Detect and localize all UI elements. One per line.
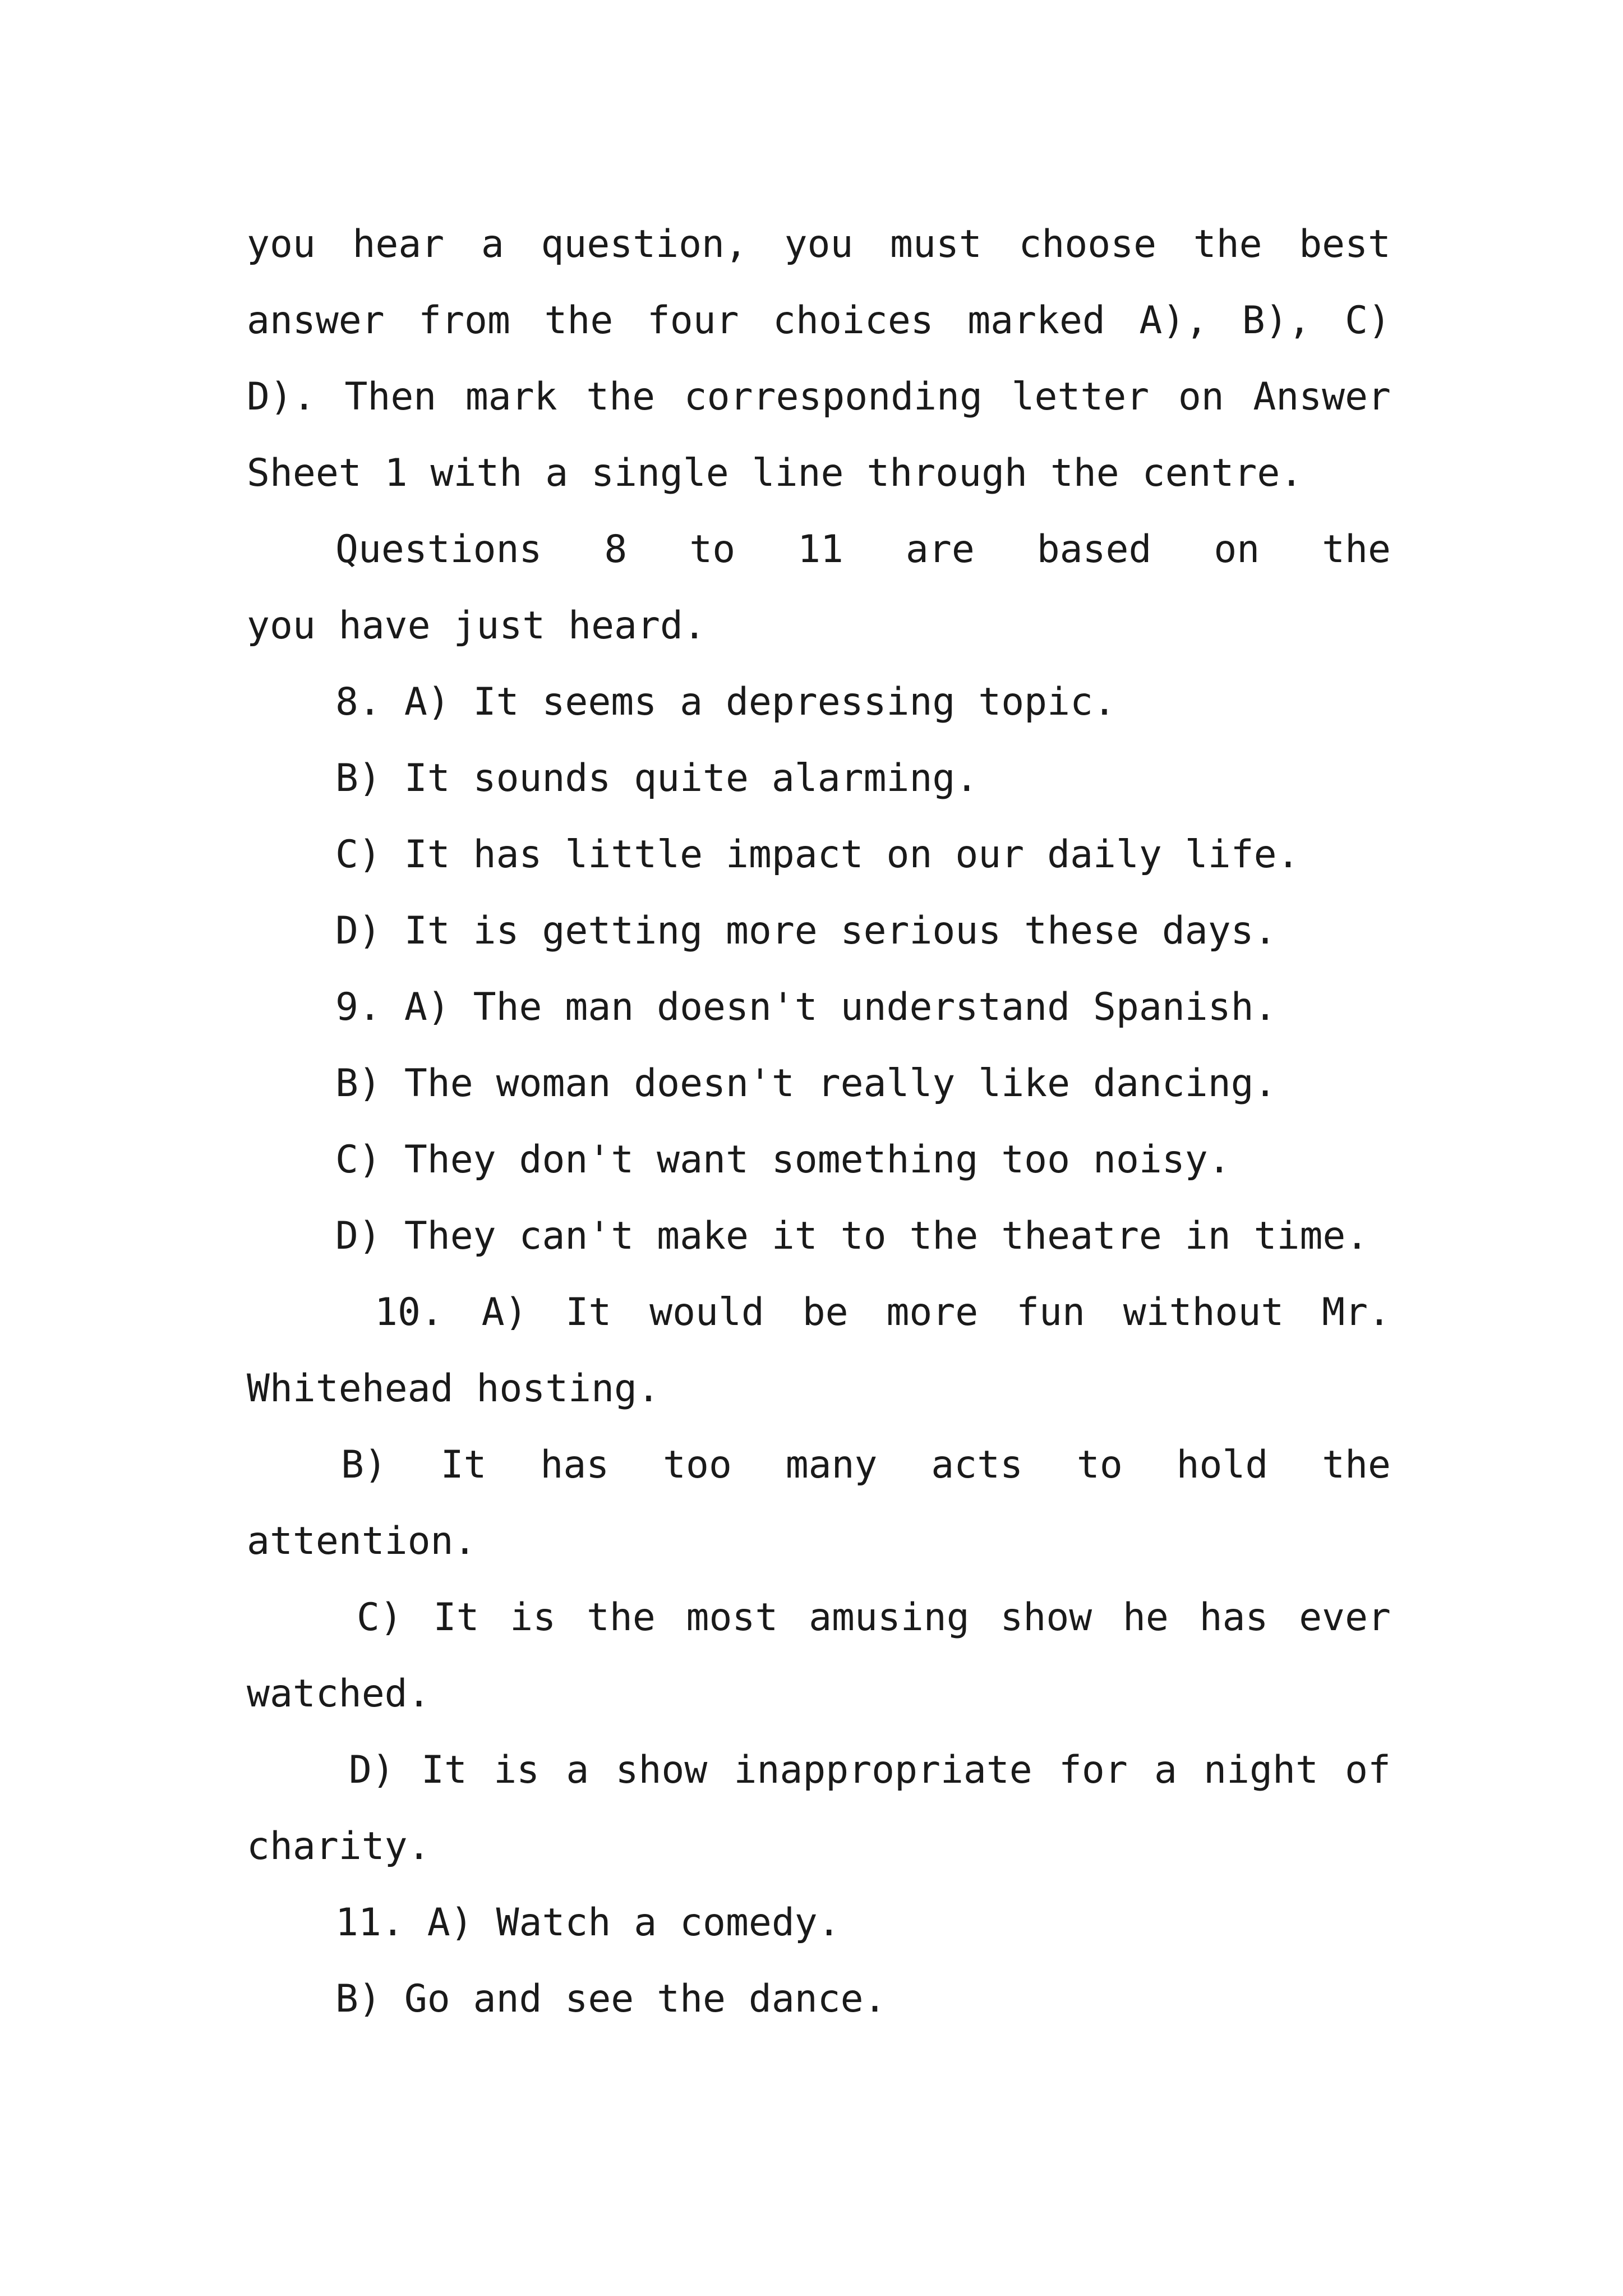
section-heading-line-1: Questions 8 to 11 are based on the — [335, 527, 1391, 572]
q10-option-d-line-1: D) It is a show inappropriate for a night of — [349, 1748, 1391, 1792]
q8-option-b: B) It sounds quite alarming. — [335, 756, 979, 800]
q10-option-c-line-2: watched. — [247, 1672, 431, 1716]
q10-option-b-line-2: attention. — [247, 1519, 477, 1563]
section-heading-line-2: you have just heard. — [247, 604, 706, 648]
q8-option-d: D) It is getting more serious these days. — [335, 909, 1277, 953]
q9-option-d: D) They can't make it to the theatre in time. — [335, 1214, 1369, 1258]
q8-option-c: C) It has little impact on our daily life. — [335, 832, 1300, 877]
q11-option-a: 11. A) Watch a comedy. — [335, 1901, 841, 1945]
q11-option-b: B) Go and see the dance. — [335, 1977, 887, 2021]
intro-line-4: Sheet 1 with a single line through the centre. — [247, 451, 1303, 495]
q10-option-b-line-1: B) It has too many acts to hold the — [341, 1443, 1391, 1487]
q8-option-a: 8. A) It seems a depressing topic. — [335, 680, 1116, 724]
q10-option-a-line-2: Whitehead hosting. — [247, 1366, 660, 1411]
intro-line-3: D). Then mark the corresponding letter on Answer — [247, 375, 1391, 419]
q9-option-a: 9. A) The man doesn't understand Spanish. — [335, 985, 1277, 1029]
q10-option-d-line-2: charity. — [247, 1824, 431, 1869]
q10-option-a-line-1: 10. A) It would be more fun without Mr. — [375, 1290, 1391, 1335]
q9-option-c: C) They don't want something too noisy. — [335, 1138, 1231, 1182]
intro-line-2: answer from the four choices marked A), B), C) — [247, 298, 1391, 343]
q10-option-c-line-1: C) It is the most amusing show he has ever — [357, 1595, 1391, 1640]
q9-option-b: B) The woman doesn't really like dancing. — [335, 1061, 1277, 1106]
intro-line-1: you hear a question, you must choose the best — [247, 222, 1391, 266]
